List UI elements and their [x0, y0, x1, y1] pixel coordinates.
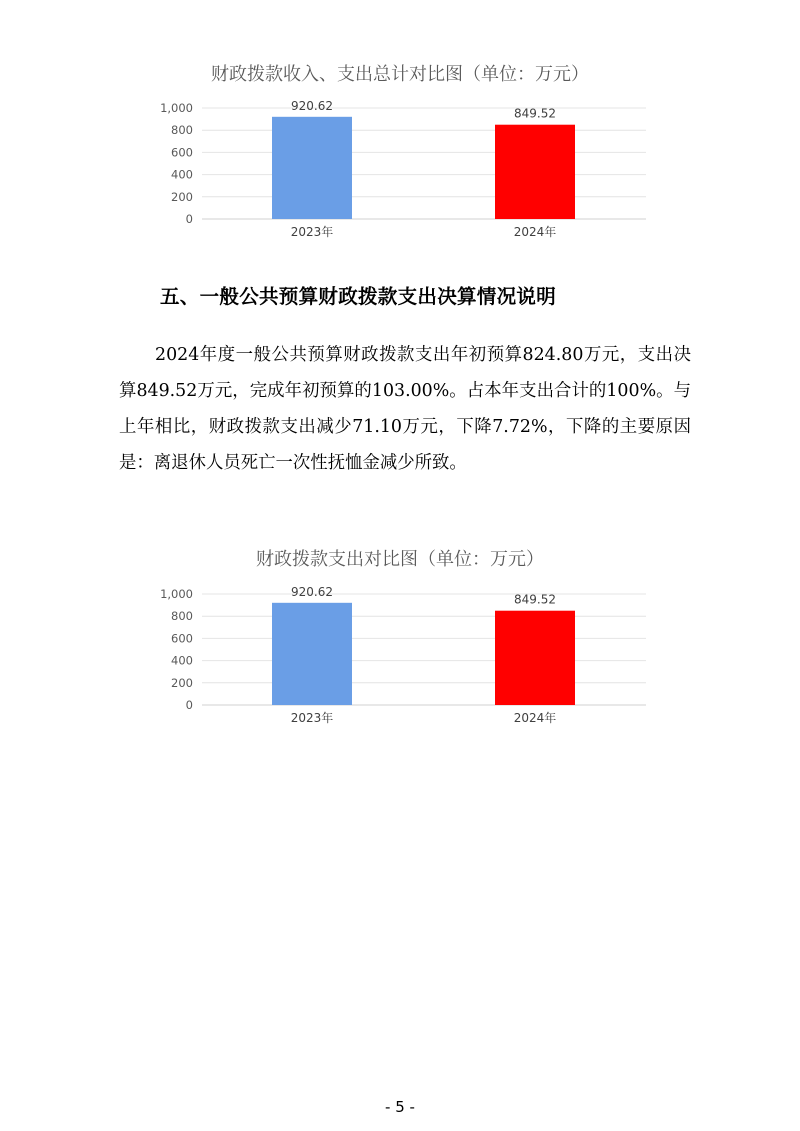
y-tick-label: 800: [171, 609, 193, 624]
x-tick-label: 2024年: [513, 225, 557, 239]
y-tick-label: 0: [185, 698, 193, 712]
y-tick-label: 600: [171, 145, 193, 160]
bar-2023年: [272, 603, 352, 705]
data-label: 849.52: [514, 106, 556, 121]
y-tick-label: 1,000: [160, 587, 193, 601]
data-label: 920.62: [291, 584, 333, 599]
y-tick-label: 400: [171, 653, 193, 668]
y-tick-label: 1,000: [160, 101, 193, 115]
x-tick-label: 2023年: [290, 711, 334, 725]
x-tick-label: 2024年: [513, 711, 557, 725]
data-label: 920.62: [291, 98, 333, 113]
y-tick-label: 200: [171, 189, 193, 204]
expenditure-explanation-paragraph: 2024年度一般公共预算财政拨款支出年初预算824.80万元，支出决算849.52万元，完成年初预算的103.00%。占本年支出合计的100%。与上年相比，财政拨款支出减少71.10万元，下降7.72%，下降的主要原因是：离退休人员死亡一次性抚恤金减少所致。: [119, 345, 691, 473]
section-heading: 五、一般公共预算财政拨款支出决算情况说明: [160, 285, 557, 308]
y-tick-label: 400: [171, 167, 193, 182]
y-tick-label: 200: [171, 675, 193, 690]
page-number: - 5 -: [385, 1098, 415, 1116]
bar-2024年: [495, 611, 575, 705]
y-tick-label: 800: [171, 123, 193, 138]
chart-title: 财政拨款收入、支出总计对比图（单位：万元）: [211, 64, 589, 85]
data-label: 849.52: [514, 592, 556, 607]
x-tick-label: 2023年: [290, 225, 334, 239]
y-tick-label: 0: [185, 212, 193, 226]
chart-title: 财政拨款支出对比图（单位：万元）: [256, 549, 544, 570]
y-tick-label: 600: [171, 631, 193, 646]
